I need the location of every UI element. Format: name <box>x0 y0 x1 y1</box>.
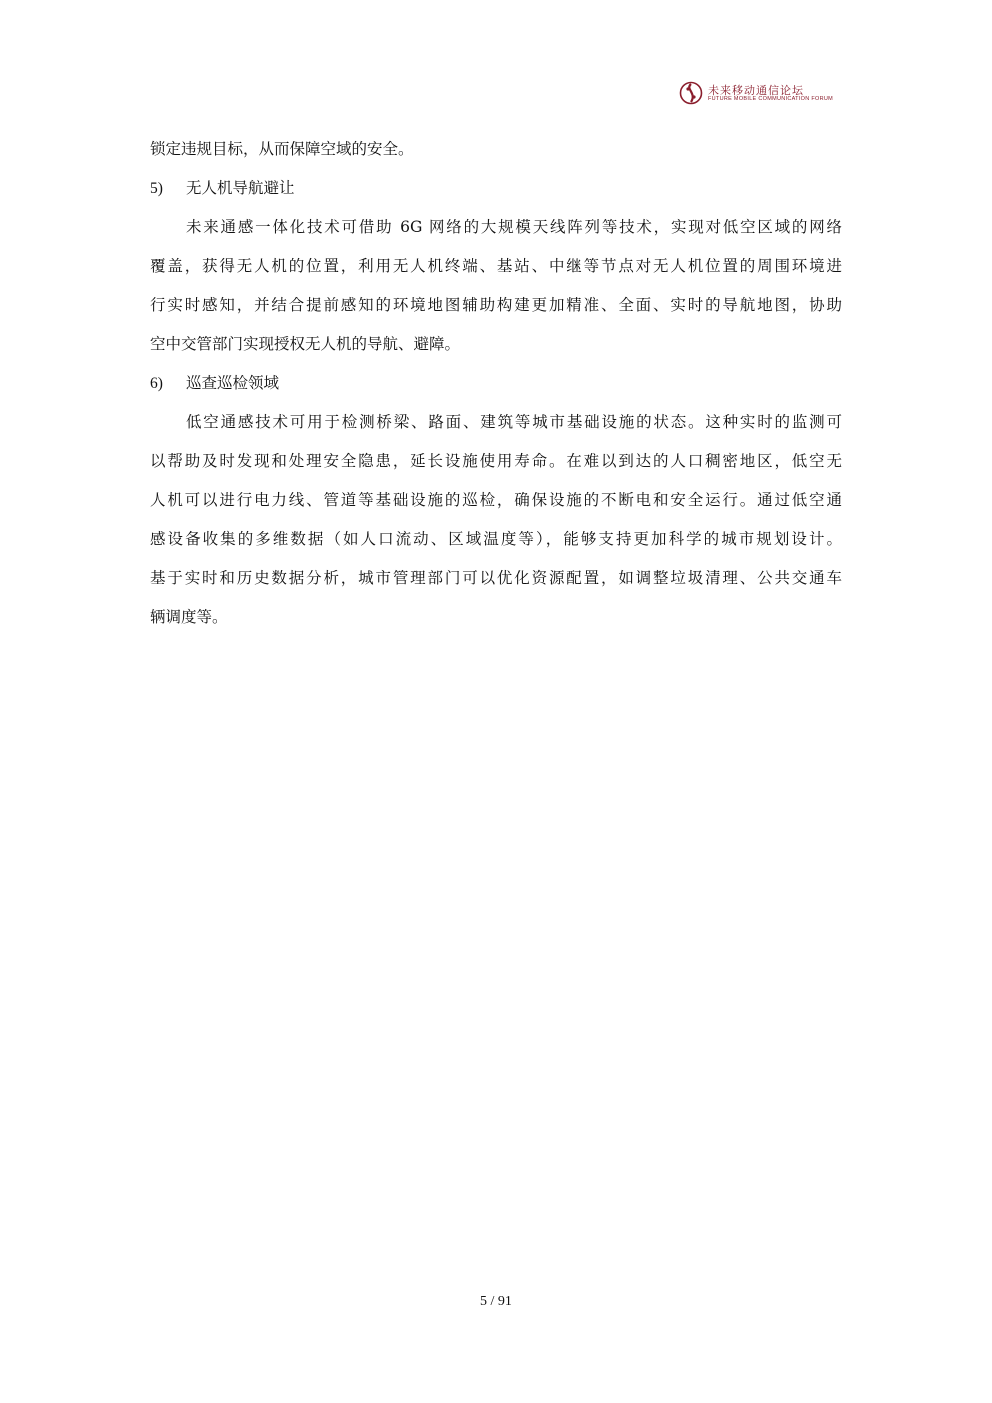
forum-logo-icon <box>679 81 703 105</box>
section-title: 无人机导航避让 <box>186 179 295 197</box>
paragraph-line: 感设备收集的多维数据（如人口流动、区域温度等），能够支持更加科学的城市规划设计。 <box>150 530 842 548</box>
logo-chinese-text: 未来移动通信论坛 <box>708 84 804 97</box>
section-number: 6) <box>150 375 163 392</box>
paragraph-line: 以帮助及时发现和处理安全隐患，延长设施使用寿命。在难以到达的人口稠密地区，低空无 <box>150 452 842 470</box>
paragraph-line: 空中交管部门实现授权无人机的导航、避障。 <box>150 335 461 353</box>
paragraph-line: 基于实时和历史数据分析，城市管理部门可以优化资源配置，如调整垃圾清理、公共交通车 <box>150 569 842 587</box>
paragraph-line: 低空通感技术可用于检测桥梁、路面、建筑等城市基础设施的状态。这种实时的监测可 <box>186 413 842 431</box>
paragraph-line: 覆盖，获得无人机的位置，利用无人机终端、基站、中继等节点对无人机位置的周围环境进 <box>150 257 842 275</box>
document-body <box>150 130 842 637</box>
logo-english-text: FUTURE MOBILE COMMUNICATION FORUM <box>708 96 833 102</box>
paragraph-line: 锁定违规目标，从而保障空域的安全。 <box>150 140 414 158</box>
paragraph-line: 行实时感知，并结合提前感知的环境地图辅助构建更加精准、全面、实时的导航地图，协助 <box>150 296 842 314</box>
paragraph-line: 未来通感一体化技术可借助 6G 网络的大规模天线阵列等技术，实现对低空区域的网络 <box>186 218 842 236</box>
paragraph-line: 人机可以进行电力线、管道等基础设施的巡检，确保设施的不断电和安全运行。通过低空通 <box>150 491 842 509</box>
page-number: 5 / 91 <box>480 1294 512 1309</box>
section-heading-5 <box>150 169 842 208</box>
header-logo <box>679 81 833 107</box>
section-title: 巡查巡检领域 <box>186 374 280 392</box>
section-heading-6 <box>150 364 842 403</box>
paragraph-line: 辆调度等。 <box>150 608 228 626</box>
section-number: 5) <box>150 180 163 197</box>
